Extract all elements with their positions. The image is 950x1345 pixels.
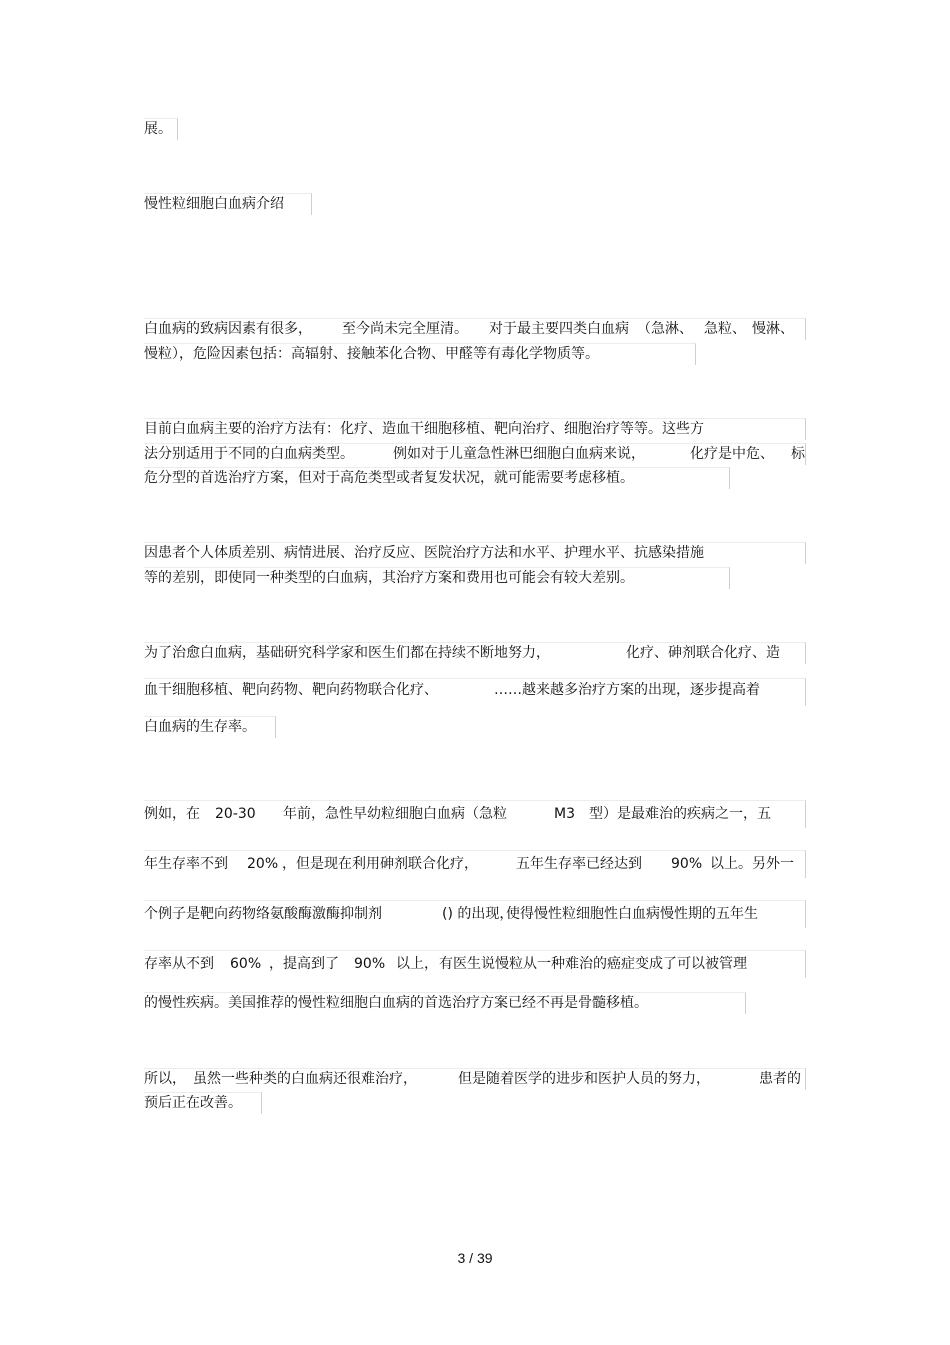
text-run: 目前白血病主要的治疗方法有：化疗、造血干细胞移植、靶向治疗、细胞治疗等等。这些方: [144, 421, 704, 437]
text-run: 五年生存率已经达到: [516, 856, 642, 872]
text-run: 60%: [230, 956, 262, 972]
text-run: 慢淋、: [752, 321, 794, 337]
page-number: 3 / 39: [457, 1250, 493, 1266]
text-run: 白血病的生存率。: [144, 719, 256, 735]
text-run: 为了治愈白血病，基础研究科学家和医生们都在持续不断地努力，: [144, 645, 550, 661]
text-run: 型）是最难治的疾病之一，五: [589, 806, 771, 822]
text-run: 例如，在: [144, 806, 200, 822]
text-run: 标: [791, 446, 805, 462]
text-run: 20%: [247, 856, 279, 872]
text-run: 化疗、砷剂联合化疗、造: [626, 645, 780, 661]
text-run: 以上，: [396, 956, 438, 972]
text-run: 的慢性疾病。美国推荐的慢性粒细胞白血病的首选治疗方案已经不再是骨髓移植。: [144, 995, 648, 1011]
text-run: 20-30: [215, 806, 256, 822]
text-run: 至今尚未完全厘清。: [342, 321, 468, 337]
text-run: 预后正在改善。: [144, 1095, 242, 1111]
text-run: 展。: [144, 121, 172, 137]
text-run: ……越来越多治疗方案的出现，逐步提高着: [494, 682, 760, 698]
text-run: 90%: [354, 956, 386, 972]
text-run: 有医生说慢粒从一种难治的癌症变成了可以被管理: [439, 956, 747, 972]
text-run: 慢粒），危险因素包括：高辐射、接触苯化合物、甲醛等有毒化学物质等。: [144, 346, 599, 362]
text-run: 等的差别，即使同一种类型的白血病，其治疗方案和费用也可能会有较大差别。: [144, 570, 634, 586]
text-run: 慢性粒细胞白血病介绍: [144, 196, 284, 212]
text-run: 对于最主要四类白血病: [489, 321, 629, 337]
text-run: 白血病的致病因素有很多，: [144, 321, 312, 337]
text-run: 因患者个人体质差别、病情进展、治疗反应、医院治疗方法和水平、护理水平、抗感染措施: [144, 545, 704, 561]
text-run: 急粒、: [704, 321, 746, 337]
text-run: 所以，: [144, 1071, 186, 1087]
text-run: 存率从不到: [144, 956, 214, 972]
text-run: 年生存率不到: [144, 856, 228, 872]
text-run: （急淋、: [637, 321, 693, 337]
text-run: 患者的: [759, 1071, 801, 1087]
text-run: M3: [554, 806, 575, 822]
text-run: 危分型的首选治疗方案，但对于高危类型或者复发状况，就可能需要考虑移植。: [144, 470, 634, 486]
text-run: 年前，急性早幼粒细胞白血病（急粒: [283, 806, 507, 822]
text-run: 例如对于儿童急性淋巴细胞白血病来说，: [393, 446, 645, 462]
text-run: ，但是现在利用砷剂联合化疗，: [282, 856, 478, 872]
text-run: () 的出现，: [442, 906, 514, 922]
text-run: 个例子是靶向药物络氨酸酶激酶抑制剂: [144, 906, 382, 922]
text-run: 法分别适用于不同的白血病类型。: [144, 446, 354, 462]
text-run: 虽然一些种类的白血病还很难治疗，: [193, 1071, 417, 1087]
text-run: 但是随着医学的进步和医护人员的努力，: [458, 1071, 710, 1087]
text-run: ，提高到了: [269, 956, 339, 972]
text-run: 血干细胞移植、靶向药物、靶向药物联合化疗、: [144, 682, 438, 698]
text-run: 90%: [671, 856, 703, 872]
text-run: 以上。另外一: [710, 856, 794, 872]
text-run: 使得慢性粒细胞性白血病慢性期的五年生: [506, 906, 758, 922]
text-run: 化疗是中危、: [690, 446, 774, 462]
